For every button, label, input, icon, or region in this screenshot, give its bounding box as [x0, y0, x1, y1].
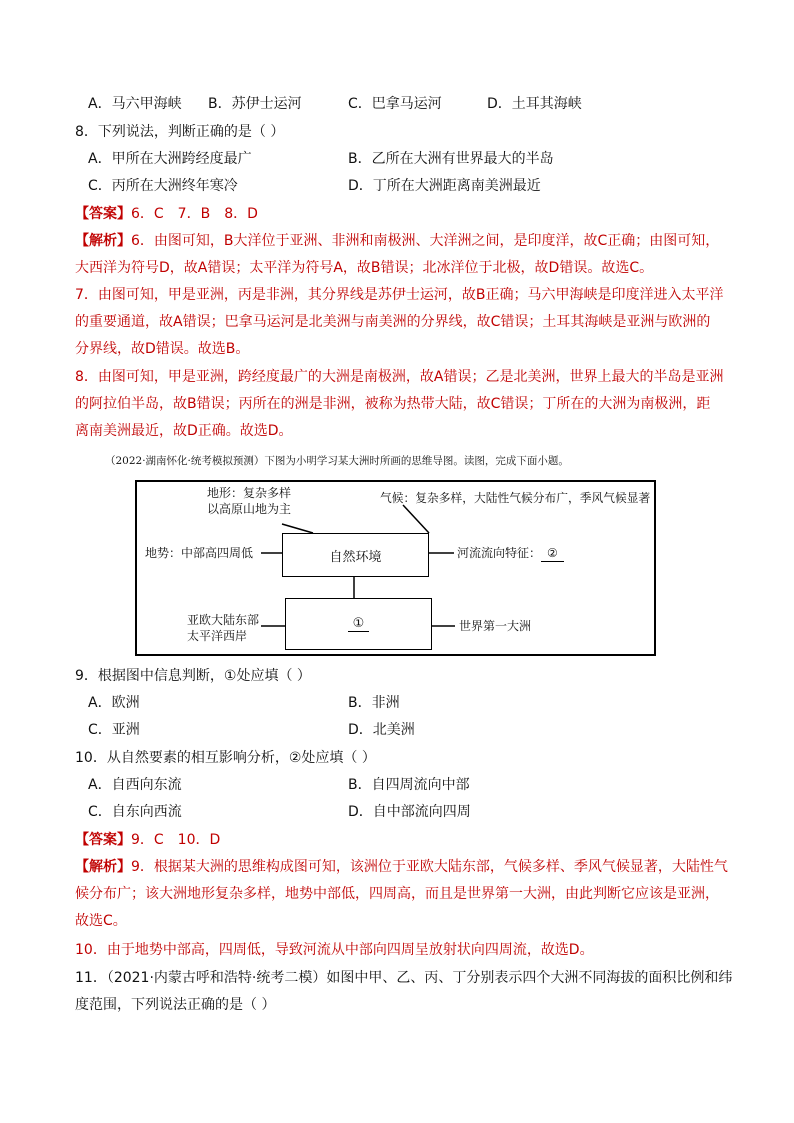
- analysis-line: 8．由图可知，甲是亚洲，跨经度最广的大洲是南极洲，故A错误；乙是北美洲，世界上最大的半岛是亚洲: [75, 369, 724, 385]
- analysis-line: 大西洋为符号D，故A错误；太平洋为符号A，故B错误；北冰洋位于北极，故D错误。故选C。: [75, 260, 654, 276]
- q7-option-d: D．土耳其海峡: [487, 96, 582, 112]
- q10-option-c: C．自东向西流: [88, 804, 182, 820]
- analysis-line: 候分布广；该大洲地形复杂多样，地势中部低，四周高，而且是世界第一大洲，由此判断它应该是亚洲，: [75, 886, 719, 902]
- analysis-text: 6．由图可知，B大洋位于亚洲、非洲和南极洲、大洋洲之间，是印度洋，故C正确；由图可知，: [131, 233, 720, 249]
- q8-stem: 8．下列说法，判断正确的是（ ）: [75, 124, 285, 140]
- question-intro: （2022·湖南怀化·统考模拟预测）下图为小明学习某大洲时所画的思维导图。读图，完成下面小题。: [105, 455, 569, 467]
- answer-tag: 【答案】: [75, 832, 131, 848]
- analysis-line: 的重要通道，故A错误；巴拿马运河是北美洲与南美洲的分界线，故C错误；土耳其海峡是亚洲与欧洲的: [75, 314, 711, 330]
- analysis-tag: 【解析】: [75, 859, 131, 875]
- location-label-1: 亚欧大陆东部: [187, 613, 260, 627]
- largest-continent-label: 世界第一大洲: [459, 619, 532, 633]
- answer-block-2: [75, 830, 220, 850]
- continent-blank: ①: [348, 616, 370, 632]
- terrain-label-2: 以高原山地为主: [207, 502, 292, 516]
- answer-text: 9．C 10．D: [131, 832, 221, 848]
- analysis-line: [75, 231, 719, 251]
- terrain-label-1: 地形：复杂多样: [207, 486, 292, 500]
- analysis-line: 7．由图可知，甲是亚洲，丙是非洲，其分界线是苏伊士运河，故B正确；马六甲海峡是印度洋进入太平洋: [75, 287, 724, 303]
- q10-option-b: B．自四周流向中部: [348, 777, 470, 793]
- answer-tag: 【答案】: [75, 206, 131, 222]
- q8-option-d: D．丁所在大洲距离南美洲最近: [348, 178, 541, 194]
- answer-block-1: [75, 204, 258, 224]
- analysis-line: 离南美洲最近，故D正确。故选D。: [75, 423, 293, 439]
- relief-label: 地势：中部高四周低: [145, 546, 254, 560]
- q7-option-c: C．巴拿马运河: [348, 96, 442, 112]
- answer-text: 6．C 7．B 8．D: [131, 206, 258, 222]
- analysis-text: 9．根据某大洲的思维构成图可知，该洲位于亚欧大陆东部，气候多样、季风气候显著，大陆性气: [131, 859, 728, 875]
- q9-option-b: B．非洲: [348, 695, 400, 711]
- analysis-tag: 【解析】: [75, 233, 131, 249]
- q11-stem-line-2: 度范围，下列说法正确的是（ ）: [75, 997, 276, 1013]
- q10-option-d: D．自中部流向四周: [348, 804, 471, 820]
- mind-map-diagram: [135, 480, 656, 656]
- location-label-2: 太平洋西岸: [187, 629, 248, 643]
- natural-environment-text: 自然环境: [329, 549, 382, 565]
- q10-option-a: A．自西向东流: [88, 777, 182, 793]
- river-blank: ②: [541, 546, 564, 562]
- analysis-line: 10．由于地势中部高，四周低，导致河流从中部向四周呈放射状向四周流，故选D。: [75, 942, 594, 958]
- analysis-line: 分界线，故D错误。故选B。: [75, 341, 250, 357]
- q9-stem: 9．根据图中信息判断，①处应填（ ）: [75, 668, 311, 684]
- q9-option-c: C．亚洲: [88, 722, 140, 738]
- analysis-line: [75, 857, 728, 877]
- q8-option-b: B．乙所在大洲有世界最大的半岛: [348, 151, 554, 167]
- q10-stem: 10．从自然要素的相互影响分析，②处应填（ ）: [75, 750, 376, 766]
- continent-box: [285, 598, 432, 650]
- natural-environment-box: [282, 533, 429, 577]
- climate-label: 气候：复杂多样，大陆性气候分布广，季风气候显著: [380, 491, 651, 505]
- q7-option-b: B．苏伊士运河: [208, 96, 302, 112]
- q8-option-c: C．丙所在大洲终年寒冷: [88, 178, 238, 194]
- q9-option-d: D．北美洲: [348, 722, 415, 738]
- q11-stem-line-1: 11．（2021·内蒙古呼和浩特·统考二模）如图中甲、乙、丙、丁分别表示四个大洲不同海拔的面积比例和纬: [75, 970, 733, 986]
- river-label: [457, 546, 564, 562]
- q8-option-a: A．甲所在大洲跨经度最广: [88, 151, 252, 167]
- analysis-line: 的阿拉伯半岛，故B错误；丙所在的洲是非洲，被称为热带大陆，故C错误；丁所在的大洲为南极洲，距: [75, 396, 711, 412]
- river-label-text: 河流流向特征：: [457, 546, 542, 560]
- q9-option-a: A．欧洲: [88, 695, 140, 711]
- analysis-line: 故选C。: [75, 913, 127, 929]
- q7-option-a: A．马六甲海峡: [88, 96, 182, 112]
